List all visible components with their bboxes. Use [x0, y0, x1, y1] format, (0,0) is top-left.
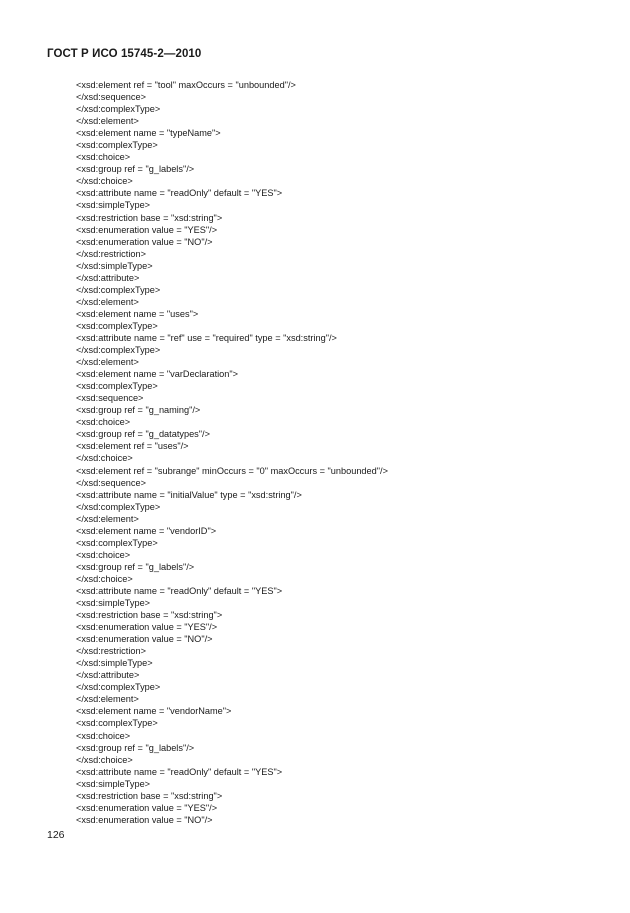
code-line: <xsd:element name = "vendorID">: [76, 525, 217, 536]
code-line: <xsd:attribute name = "initialValue" type = "xsd:string"/>: [76, 489, 302, 500]
code-line: <xsd:enumeration value = "YES"/>: [76, 224, 218, 235]
code-line: </xsd:restriction>: [76, 248, 146, 259]
document-header: ГОСТ Р ИСО 15745-2—2010: [47, 48, 202, 60]
code-line: </xsd:sequence>: [76, 92, 146, 103]
code-line: <xsd:simpleType>: [76, 778, 151, 789]
code-line: <xsd:choice>: [76, 549, 131, 560]
code-line: </xsd:element>: [76, 116, 139, 127]
code-line: <xsd:element name = "varDeclaration">: [76, 369, 239, 380]
code-line: <xsd:sequence>: [76, 393, 144, 404]
code-line: <xsd:complexType>: [76, 381, 158, 392]
code-line: <xsd:group ref = "g_labels"/>: [76, 561, 195, 572]
code-line: </xsd:sequence>: [76, 477, 146, 488]
code-line: </xsd:choice>: [76, 453, 133, 464]
code-line: <xsd:element ref = "subrange" minOccurs = "0" maxOccurs = "unbounded"/>: [76, 465, 388, 476]
code-line: <xsd:choice>: [76, 730, 131, 741]
code-line: <xsd:enumeration value = "YES"/>: [76, 802, 218, 813]
code-line: </xsd:element>: [76, 694, 139, 705]
code-line: <xsd:complexType>: [76, 320, 158, 331]
code-line: <xsd:group ref = "g_naming"/>: [76, 405, 201, 416]
code-line: <xsd:complexType>: [76, 537, 158, 548]
code-line: </xsd:simpleType>: [76, 658, 153, 669]
code-line: <xsd:enumeration value = "NO"/>: [76, 236, 213, 247]
code-line: <xsd:restriction base = "xsd:string">: [76, 610, 223, 621]
code-line: <xsd:attribute name = "ref" use = "required" type = "xsd:string"/>: [76, 332, 337, 343]
code-line: <xsd:simpleType>: [76, 200, 151, 211]
code-line: </xsd:simpleType>: [76, 260, 153, 271]
code-line: <xsd:element name = "vendorName">: [76, 706, 232, 717]
code-line: <xsd:element ref = "uses"/>: [76, 441, 189, 452]
code-line: <xsd:enumeration value = "NO"/>: [76, 814, 213, 825]
code-line: <xsd:restriction base = "xsd:string">: [76, 212, 223, 223]
code-line: <xsd:attribute name = "readOnly" default = "YES">: [76, 188, 283, 199]
code-line: </xsd:element>: [76, 513, 139, 524]
code-line: </xsd:complexType>: [76, 345, 161, 356]
code-line: <xsd:element name = "uses">: [76, 308, 199, 319]
code-line: </xsd:complexType>: [76, 104, 161, 115]
code-line: <xsd:choice>: [76, 152, 131, 163]
code-line: </xsd:element>: [76, 357, 139, 368]
code-line: </xsd:choice>: [76, 573, 133, 584]
code-line: <xsd:complexType>: [76, 718, 158, 729]
code-line: <xsd:element name = "typeName">: [76, 128, 221, 139]
code-line: </xsd:element>: [76, 296, 139, 307]
page-number: 126: [47, 829, 65, 841]
code-line: </xsd:restriction>: [76, 646, 146, 657]
code-line: </xsd:attribute>: [76, 272, 140, 283]
code-line: </xsd:complexType>: [76, 501, 161, 512]
code-line: </xsd:choice>: [76, 176, 133, 187]
code-line: </xsd:complexType>: [76, 284, 161, 295]
code-line: <xsd:group ref = "g_labels"/>: [76, 164, 195, 175]
code-line: <xsd:enumeration value = "YES"/>: [76, 622, 218, 633]
code-line: <xsd:element ref = "tool" maxOccurs = "unbounded"/>: [76, 80, 296, 90]
code-line: </xsd:choice>: [76, 754, 133, 765]
code-line: <xsd:restriction base = "xsd:string">: [76, 790, 223, 801]
code-line: <xsd:choice>: [76, 417, 131, 428]
code-line: <xsd:enumeration value = "NO"/>: [76, 634, 213, 645]
code-line: <xsd:attribute name = "readOnly" default = "YES">: [76, 585, 283, 596]
code-line: <xsd:group ref = "g_datatypes"/>: [76, 429, 210, 440]
code-line: <xsd:complexType>: [76, 140, 158, 151]
code-line: </xsd:complexType>: [76, 682, 161, 693]
code-line: <xsd:simpleType>: [76, 598, 151, 609]
code-line: <xsd:attribute name = "readOnly" default = "YES">: [76, 766, 283, 777]
xsd-code-block: [76, 79, 388, 826]
code-line: </xsd:attribute>: [76, 670, 140, 681]
code-line: <xsd:group ref = "g_labels"/>: [76, 742, 195, 753]
